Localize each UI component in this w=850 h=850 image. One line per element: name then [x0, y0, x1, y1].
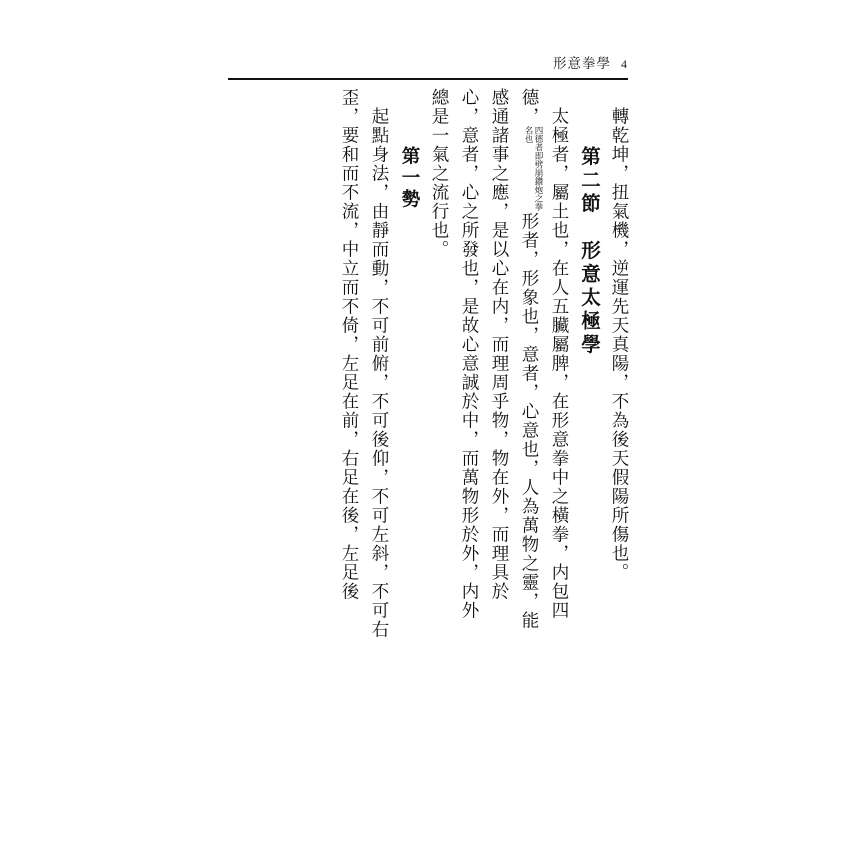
subsection-heading-1: 第一勢 [399, 146, 420, 211]
text-column-1: 轉乾坤，扭氣機，逆運先天真陽，不為後天假陽所傷也。 [609, 107, 629, 582]
vertical-text-body [222, 88, 634, 748]
section-heading-2: 第二節 形意太極學 [578, 146, 601, 358]
text-column-4-post: 形者，形象也，意者，心意也，人為萬物之靈，能 [519, 212, 539, 630]
page-number: 4 [621, 57, 628, 71]
running-head-title: 形意拳學 [553, 56, 611, 72]
text-column-4 [514, 88, 544, 743]
header-rule [228, 78, 628, 80]
text-column-10: 歪，要和而不流，中立而不倚，左足在前，右足在後，左足後 [339, 88, 359, 601]
text-column-6: 心，意者，心之所發也，是故心意誠於中，而萬物形於外，内外 [459, 88, 479, 620]
text-column-7: 總是一氣之流行也。 [429, 88, 449, 259]
page-header [553, 52, 628, 72]
text-column-3: 太極者，屬土也，在人五臟屬脾，在形意拳中之橫拳，内包四 [549, 107, 569, 620]
text-column-4-pre: 德， [519, 88, 539, 126]
text-column-5: 感通諸事之應，是以心在内，而理周乎物，物在外，而理具於 [489, 88, 509, 601]
text-column-9: 起點身法，由靜而動，不可前俯，不可後仰，不可左斜，不可右 [369, 107, 389, 639]
inline-annotation: 四德者即劈崩鑽炮之拳名也 [523, 126, 543, 211]
